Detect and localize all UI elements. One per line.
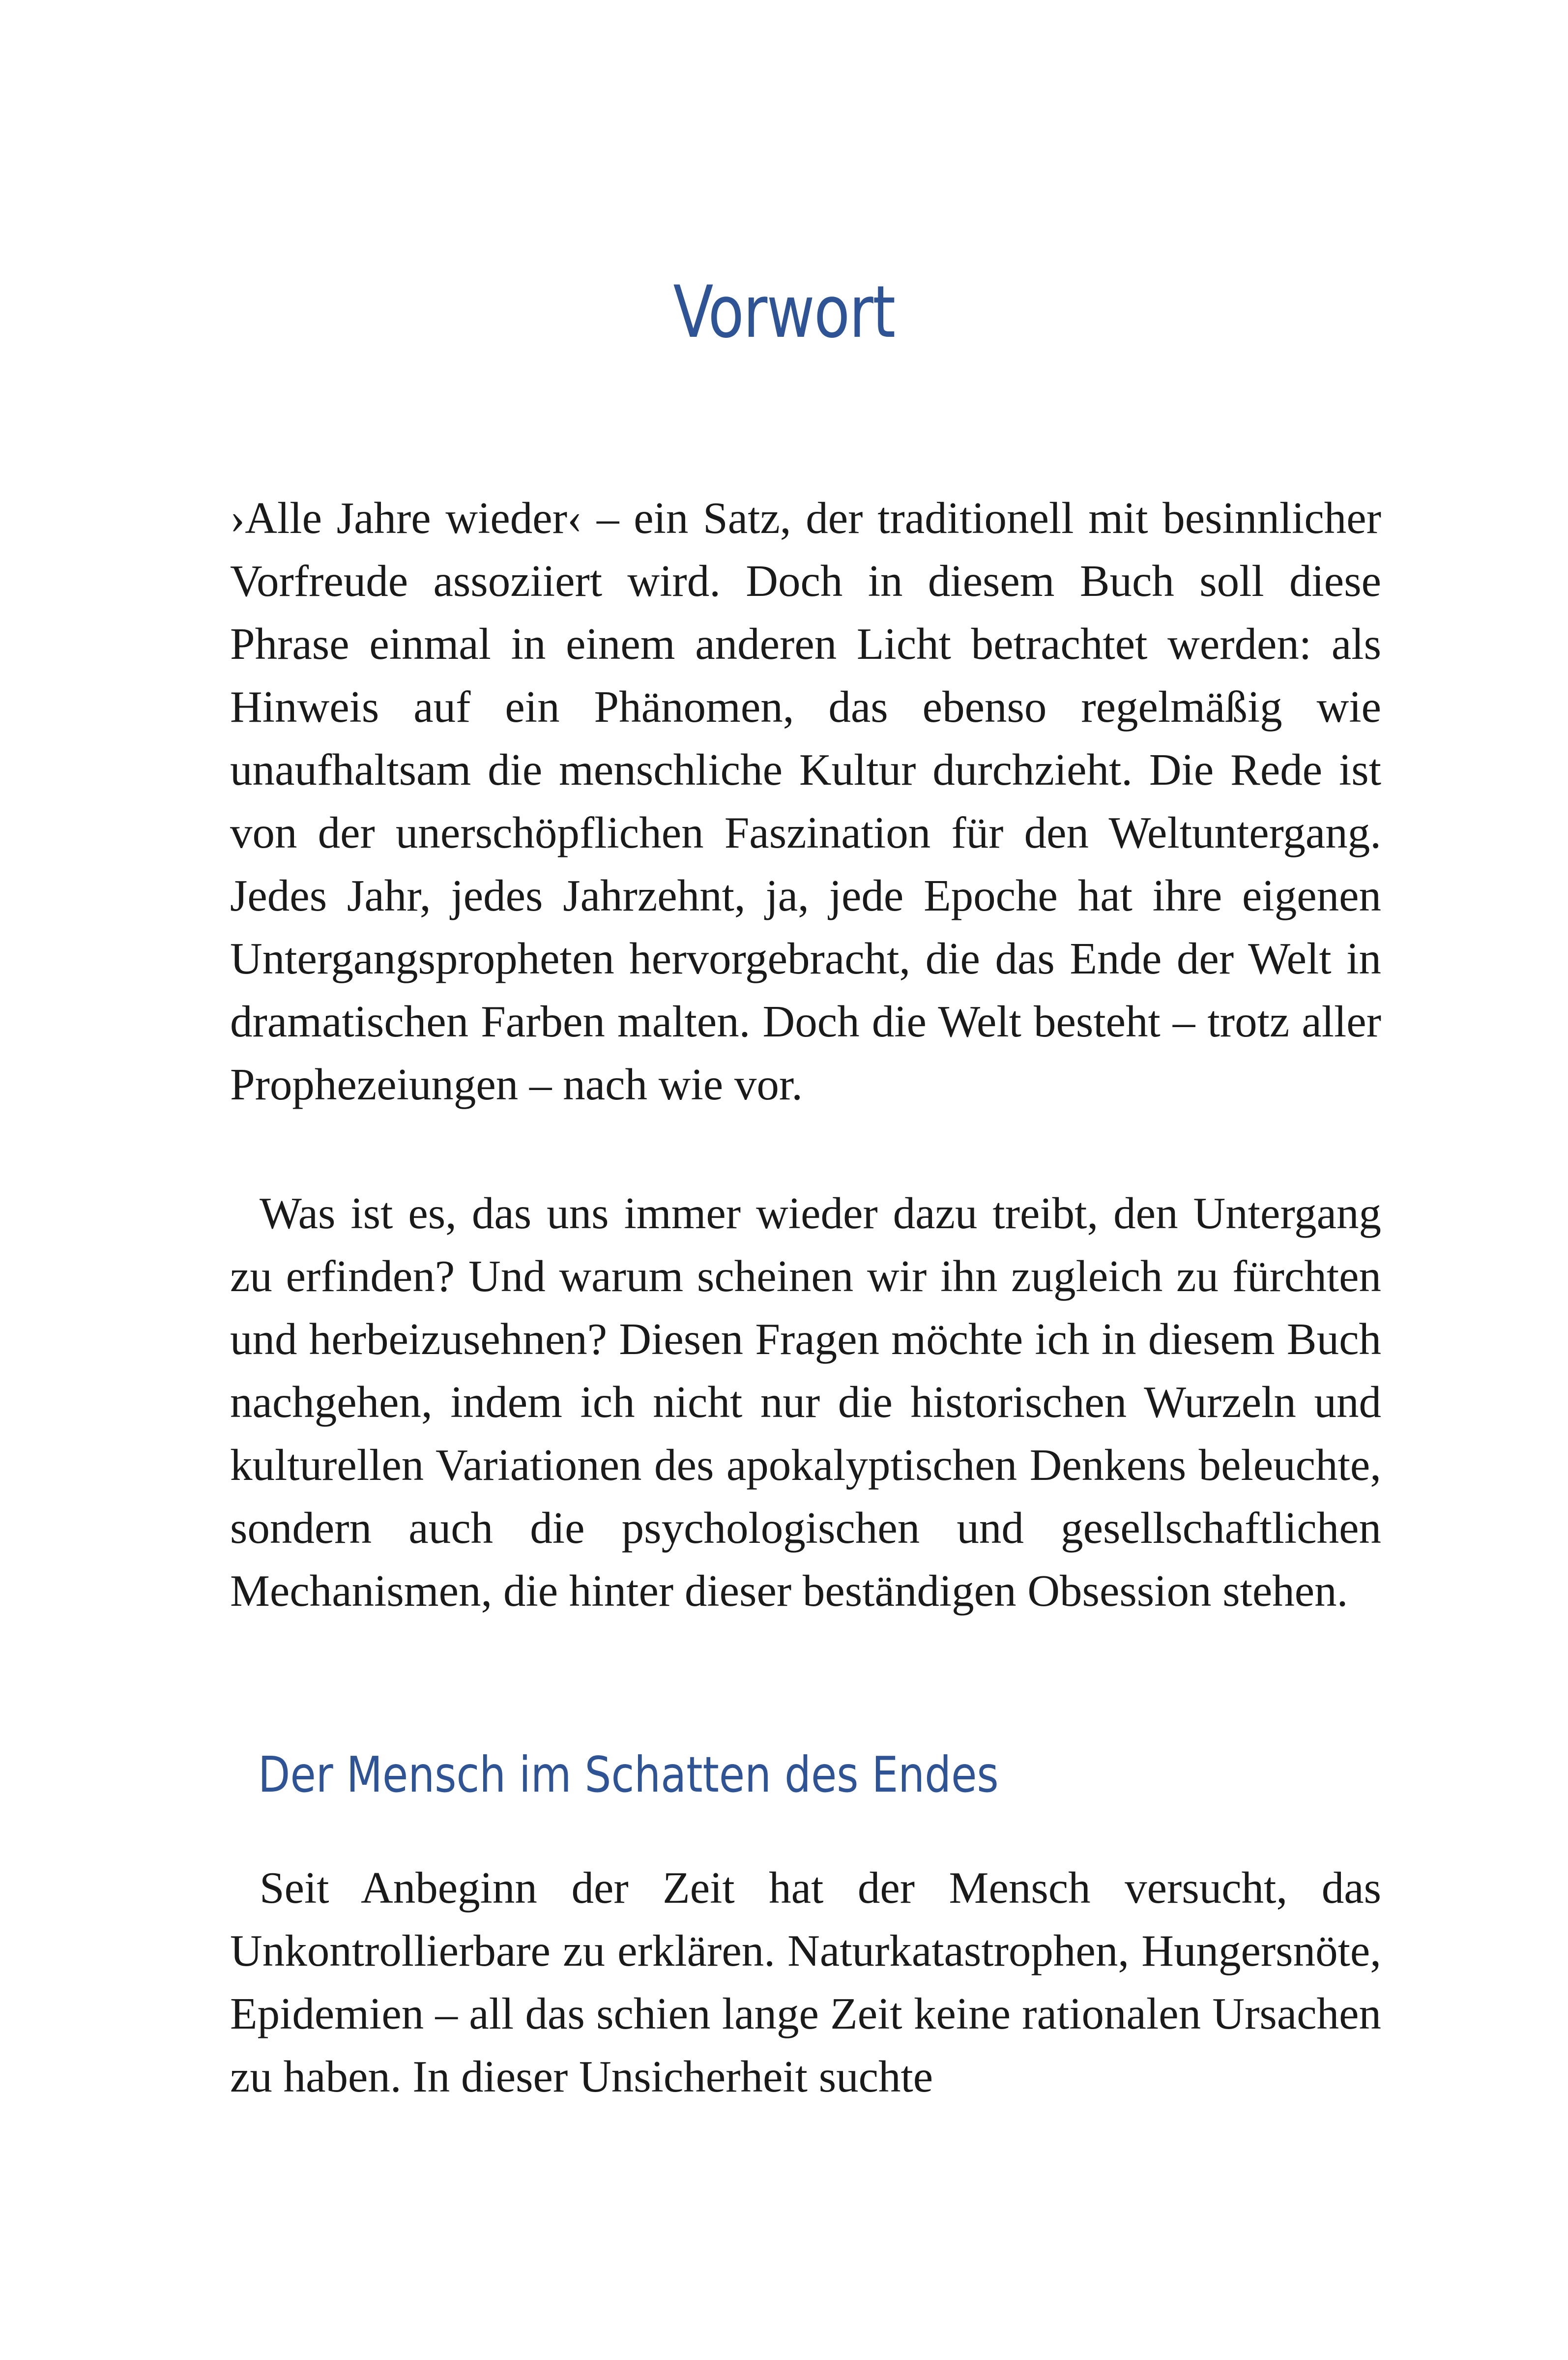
paragraph-questions-text: Was ist es, das uns immer wieder dazu treibt, den Untergang zu erfinden? Und warum scheinen wir ihn zugleich zu fürchten und herbeizusehnen? Diesen Fragen möchte ich in diesem Buch nachgehen, indem ich nicht nur die historischen Wurzeln und kulturellen Variationen des apokalyptischen Denkens beleuchte, sondern auch die psychologischen und gesellschaftlichen Mechanismen, die hinter dieser beständigen Obsession stehen.	[230, 1188, 1381, 1616]
paragraph-intro: ›Alle Jahre wieder‹ – ein Satz, der traditionell mit besinnlicher Vorfreude assoziiert wird. Doch in diesem Buch soll diese Phrase einmal in einem anderen Licht betrachtet werden: als Hinweis auf ein Phänomen, das ebenso regelmäßig wie unaufhaltsam die menschliche Kultur durchzieht. Die Rede ist von der unerschöpflichen Faszination für den Weltuntergang. Jedes Jahr, jedes Jahrzehnt, ja, jede Epoche hat ihre eigenen Untergangspropheten hervorgebracht, die das Ende der Welt in dramatischen Farben malten. Doch die Welt besteht – trotz aller Prophezeiungen – nach wie vor.	[230, 493, 1381, 1109]
paragraph-questions	[230, 1182, 1381, 1622]
section-heading: Der Mensch im Schatten des Endes	[258, 1746, 999, 1803]
paragraph-section-start-text: Seit Anbeginn der Zeit hat der Mensch versucht, das Unkontrollierbare zu erklären. Naturkatastrophen, Hungersnöte, Epidemien – all das schien lange Zeit keine rationalen Ursachen zu haben. In dieser Unsicherheit suchte	[230, 1863, 1381, 2101]
chapter-title: Vorwort	[673, 270, 895, 354]
paragraph-section-start	[230, 1857, 1381, 2108]
